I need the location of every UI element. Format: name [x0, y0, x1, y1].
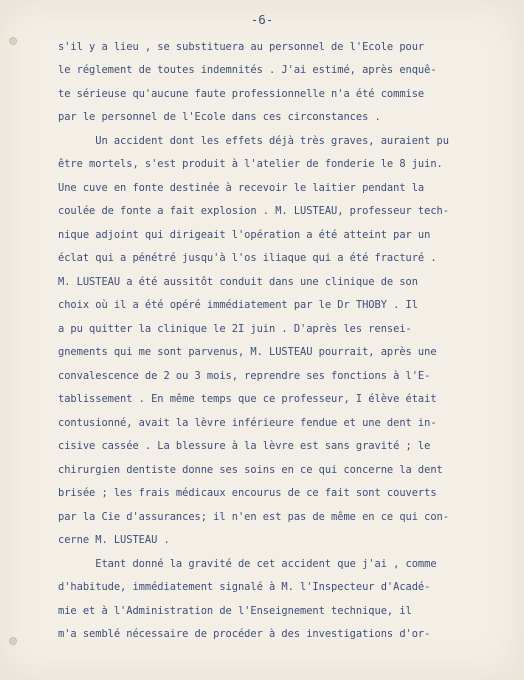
text-line: cerne M. LUSTEAU .: [58, 534, 170, 546]
text-line: s'il y a lieu , se substituera au personnel de l'Ecole pour: [58, 41, 425, 53]
punch-hole: [9, 37, 17, 45]
text-line: nique adjoint qui dirigeait l'opération a été atteint par un: [58, 229, 431, 241]
text-line: éclat qui a pénétré jusqu'à l'os iliaque qui a été fracturé .: [58, 252, 437, 264]
text-line: te sérieuse qu'aucune faute professionnelle n'a été commise: [58, 88, 425, 100]
page-number: -6-: [250, 12, 274, 27]
text-line: M. LUSTEAU a été aussitôt conduit dans une clinique de son: [58, 276, 418, 288]
text-line: contusionné, avait la lèvre inférieure fendue et une dent in-: [58, 417, 437, 429]
text-line: Une cuve en fonte destinée à recevoir le laitier pendant la: [58, 182, 425, 194]
text-line: mie et à l'Administration de l'Enseignement technique, il: [58, 605, 412, 617]
text-line: convalescence de 2 ou 3 mois, reprendre ses fonctions à l'E-: [58, 370, 431, 382]
text-line: être mortels, s'est produit à l'atelier de fonderie le 8 juin.: [58, 158, 443, 170]
text-line: d'habitude, immédiatement signalé à M. l'Inspecteur d'Acadé-: [58, 581, 431, 593]
text-line: m'a semblé nécessaire de procéder à des investigations d'or-: [58, 628, 431, 640]
punch-hole: [9, 637, 17, 645]
text-line: Un accident dont les effets déjà très graves, auraient pu: [58, 135, 449, 147]
text-line: brisée ; les frais médicaux encourus de ce fait sont couverts: [58, 487, 437, 499]
text-line: gnements qui me sont parvenus, M. LUSTEAU pourrait, après une: [58, 346, 437, 358]
text-line: cisive cassée . La blessure à la lèvre est sans gravité ; le: [58, 440, 431, 452]
text-line: choix où il a été opéré immédiatement par le Dr THOBY . Il: [58, 299, 418, 311]
text-line: chirurgien dentiste donne ses soins en ce qui concerne la dent: [58, 464, 443, 476]
text-line: Etant donné la gravité de cet accident que j'ai , comme: [58, 558, 437, 570]
text-line: tablissement . En même temps que ce professeur, I élève était: [58, 393, 437, 405]
text-line: a pu quitter la clinique le 2I juin . D'après les rensei-: [58, 323, 412, 335]
text-line: par la Cie d'assurances; il n'en est pas de même en ce qui con-: [58, 511, 449, 523]
text-line: par le personnel de l'Ecole dans ces circonstances .: [58, 111, 381, 123]
text-line: le réglement de toutes indemnités . J'ai estimé, après enquê-: [58, 64, 437, 76]
text-line: coulée de fonte a fait explosion . M. LUSTEAU, professeur tech-: [58, 205, 449, 217]
